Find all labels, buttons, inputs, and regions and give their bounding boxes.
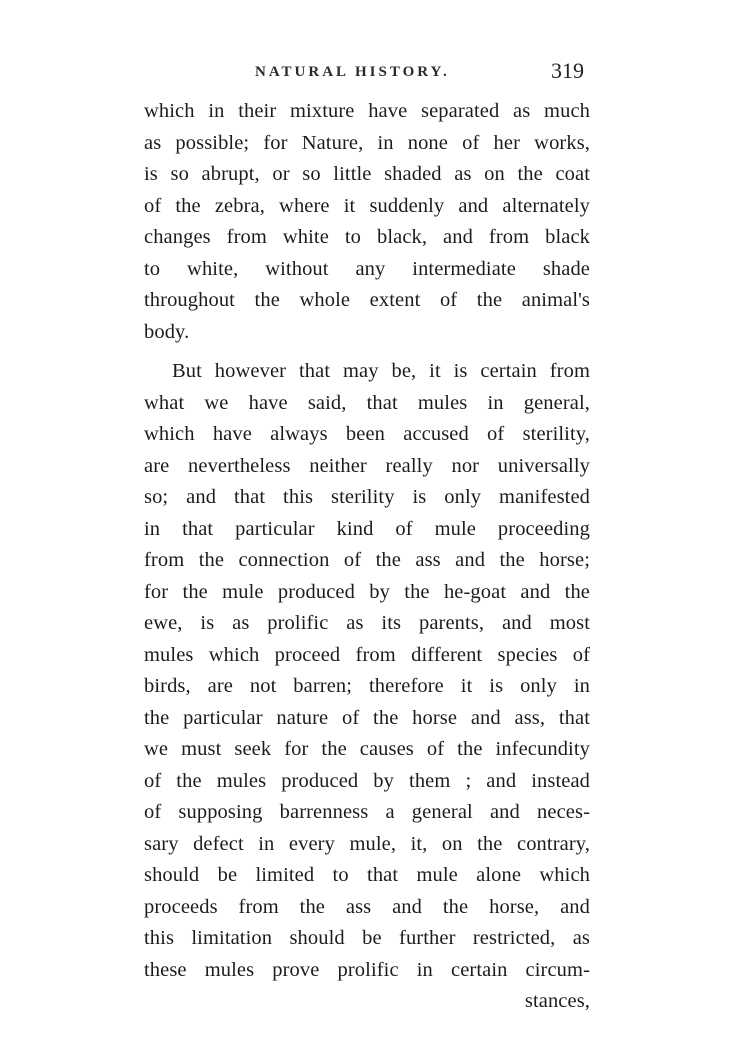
text-line: sary defect in every mule, it, on the contrary, <box>144 832 590 855</box>
text-line: in that particular kind of mule proceeding <box>144 517 590 540</box>
text-line: changes from white to black, and from black <box>144 226 590 248</box>
text-line: which in their mixture have separated as much <box>144 100 590 122</box>
text-line: throughout the whole extent of the animal's <box>144 289 590 311</box>
text-line: so; and that this sterility is only manifested <box>144 486 590 508</box>
text-line: proceeds from the ass and the horse, and <box>144 895 590 918</box>
text-line: the particular nature of the horse and ass, that <box>144 706 590 729</box>
page-number: 319 <box>551 58 584 83</box>
text-line: should be limited to that mule alone which <box>144 864 590 886</box>
text-line: But however that may be, it is certain from <box>172 360 590 382</box>
text-line: which have always been accused of sterility, <box>144 423 590 445</box>
text-line: this limitation should be further restricted, as <box>144 927 590 949</box>
text-line: is so abrupt, or so little shaded as on the coat <box>144 163 590 185</box>
text-line: from the connection of the ass and the horse; <box>144 549 590 571</box>
body-text <box>144 96 590 1018</box>
text-line: body. <box>144 320 190 343</box>
text-line: of the zebra, where it suddenly and alternately <box>144 194 590 217</box>
text-line: to white, without any intermediate shade <box>144 257 590 280</box>
running-header <box>140 58 600 88</box>
text-line: ewe, is as prolific as its parents, and most <box>144 612 590 634</box>
text-line: birds, are not barren; therefore it is only in <box>144 675 590 697</box>
text-line: we must seek for the causes of the infecundity <box>144 738 590 760</box>
text-line: these mules prove prolific in certain circum- <box>144 958 590 981</box>
text-line: as possible; for Nature, in none of her works, <box>144 131 590 154</box>
text-line: mules which proceed from different species of <box>144 643 590 666</box>
catchword: stances, <box>524 990 590 1012</box>
text-line: of supposing barrenness a general and neces- <box>144 801 590 823</box>
paragraph-2 <box>144 356 590 986</box>
text-line: of the mules produced by them ; and instead <box>144 769 590 792</box>
text-line: are nevertheless neither really nor universally <box>144 454 590 477</box>
running-title: NATURAL HISTORY. <box>255 64 450 80</box>
paragraph-1 <box>144 96 590 348</box>
text-line: what we have said, that mules in general, <box>144 391 590 414</box>
text-line: for the mule produced by the he-goat and the <box>144 580 590 603</box>
